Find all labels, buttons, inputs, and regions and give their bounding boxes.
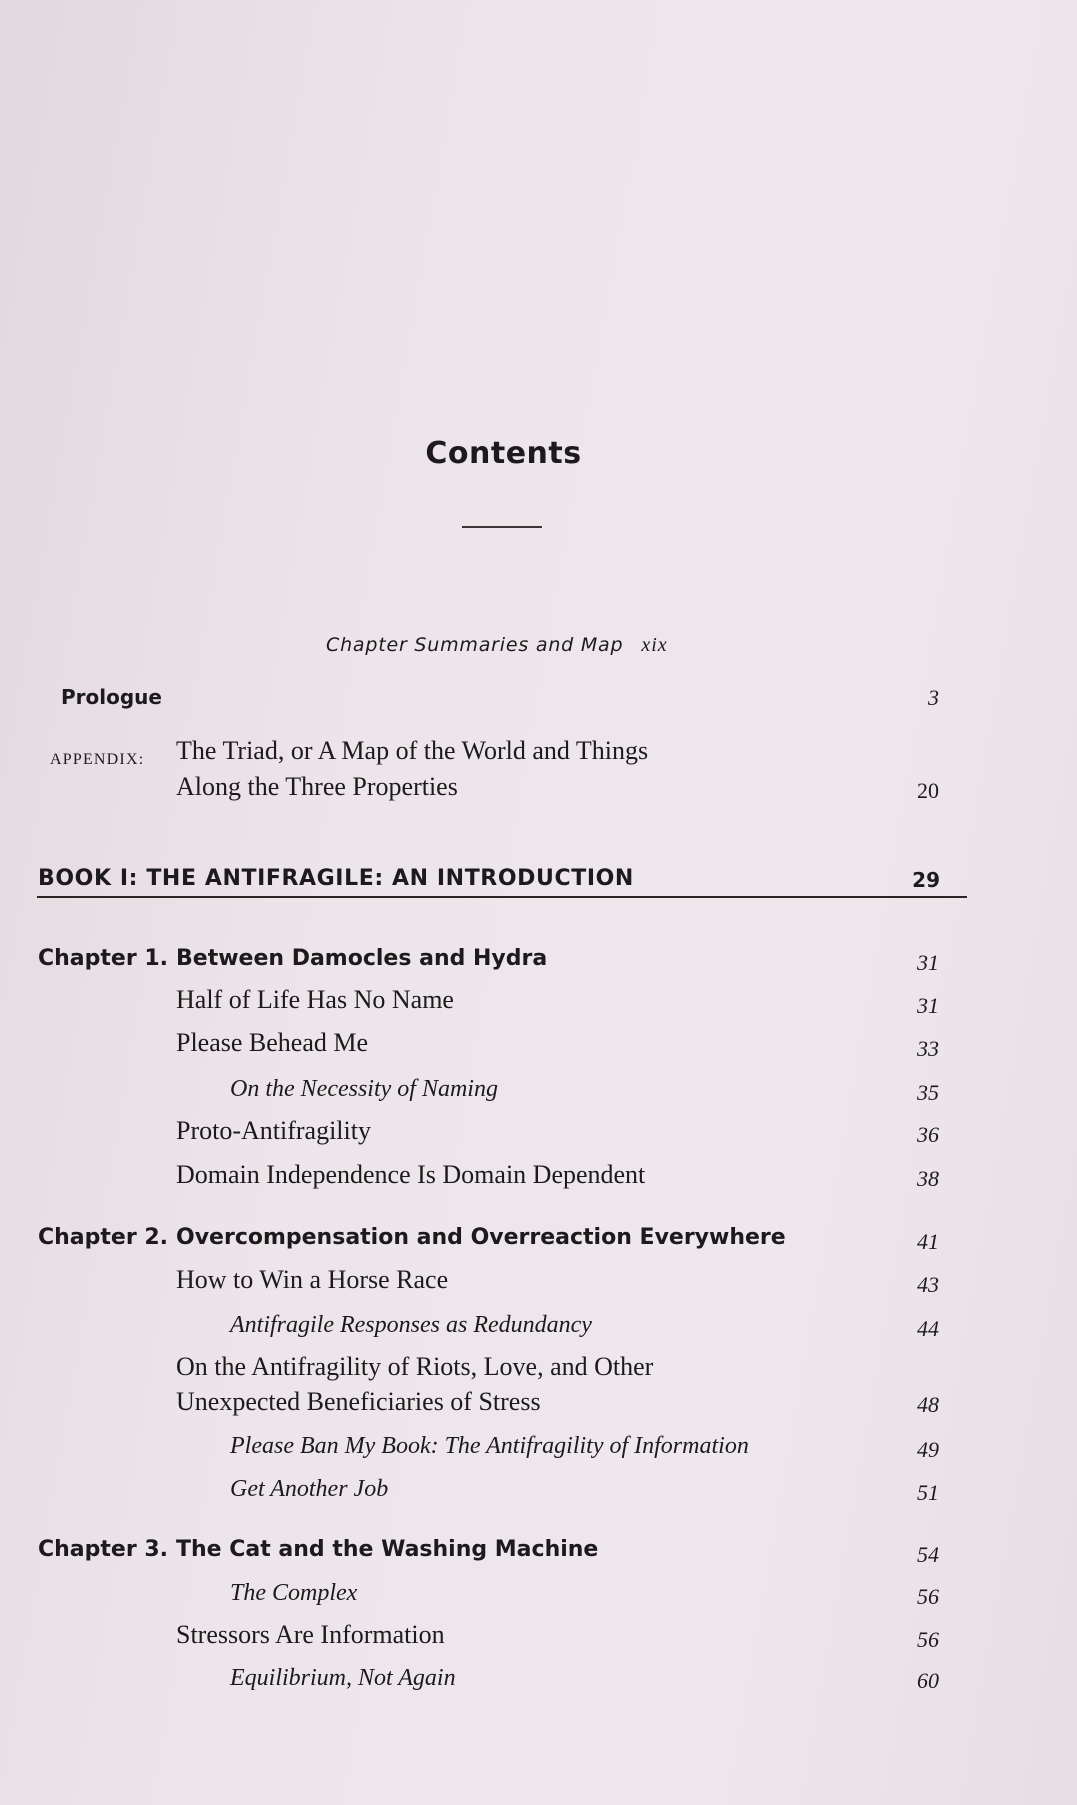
ch1-section-4[interactable]: Proto-Antifragility xyxy=(176,1116,371,1145)
ch2-section-2-page: 44 xyxy=(917,1316,939,1341)
ch2-page: 41 xyxy=(917,1229,939,1254)
ch2-section-3-page: 48 xyxy=(917,1392,939,1417)
book1-divider xyxy=(37,896,967,898)
ch2-section-5[interactable]: Get Another Job xyxy=(230,1476,389,1502)
book1-heading[interactable]: BOOK I: THE ANTIFRAGILE: AN INTRODUCTION xyxy=(38,866,634,891)
ch2-section-3-line2[interactable]: Unexpected Beneficiaries of Stress xyxy=(176,1387,541,1416)
ch1-section-5[interactable]: Domain Independence Is Domain Dependent xyxy=(176,1160,646,1189)
ch1-section-4-page: 36 xyxy=(917,1122,939,1147)
title-divider xyxy=(462,526,542,528)
ch1-section-2[interactable]: Please Behead Me xyxy=(176,1028,369,1057)
ch3-page: 54 xyxy=(917,1542,939,1567)
ch1-section-1-page: 31 xyxy=(917,993,939,1018)
ch3-section-2[interactable]: Stressors Are Information xyxy=(176,1620,445,1649)
ch1-title[interactable]: Between Damocles and Hydra xyxy=(176,946,548,971)
ch2-section-5-page: 51 xyxy=(917,1480,939,1505)
ch1-section-5-page: 38 xyxy=(917,1166,939,1191)
appendix-title-line2[interactable]: Along the Three Properties xyxy=(176,772,458,801)
ch3-section-1-page: 56 xyxy=(917,1584,939,1609)
ch3-label: Chapter 3. xyxy=(38,1537,169,1562)
ch2-section-1[interactable]: How to Win a Horse Race xyxy=(176,1265,449,1294)
appendix-label: APPENDIX: xyxy=(50,751,145,768)
ch2-title[interactable]: Overcompensation and Overreaction Everywhere xyxy=(176,1225,786,1250)
ch2-section-4-page: 49 xyxy=(917,1437,939,1462)
ch3-section-2-page: 56 xyxy=(917,1627,939,1652)
ch1-section-2-page: 33 xyxy=(917,1036,939,1061)
ch3-section-3[interactable]: Equilibrium, Not Again xyxy=(230,1665,456,1691)
ch2-section-3-line1[interactable]: On the Antifragility of Riots, Love, and Other xyxy=(176,1352,654,1381)
ch3-section-3-page: 60 xyxy=(917,1668,939,1693)
ch3-section-1[interactable]: The Complex xyxy=(230,1580,358,1606)
ch1-section-3[interactable]: On the Necessity of Naming xyxy=(230,1076,498,1102)
book1-page: 29 xyxy=(912,868,940,892)
page-title: Contents xyxy=(425,436,582,471)
ch1-section-3-page: 35 xyxy=(917,1080,939,1105)
ch2-section-2[interactable]: Antifragile Responses as Redundancy xyxy=(230,1312,592,1338)
prologue-label[interactable]: Prologue xyxy=(61,685,162,709)
summaries-page: xix xyxy=(641,634,668,656)
ch1-page: 31 xyxy=(917,950,939,975)
prologue-page: 3 xyxy=(928,685,939,710)
ch2-label: Chapter 2. xyxy=(38,1225,169,1250)
summaries-entry[interactable] xyxy=(326,634,668,657)
appendix-title-line1[interactable]: The Triad, or A Map of the World and Things xyxy=(176,736,649,765)
ch3-title[interactable]: The Cat and the Washing Machine xyxy=(176,1537,599,1562)
ch1-label: Chapter 1. xyxy=(38,946,169,971)
summaries-label: Chapter Summaries and Map xyxy=(326,634,624,656)
ch2-section-1-page: 43 xyxy=(917,1272,939,1297)
ch1-section-1[interactable]: Half of Life Has No Name xyxy=(176,985,454,1014)
ch2-section-4[interactable]: Please Ban My Book: The Antifragility of Information xyxy=(230,1433,749,1459)
appendix-page: 20 xyxy=(917,778,939,803)
